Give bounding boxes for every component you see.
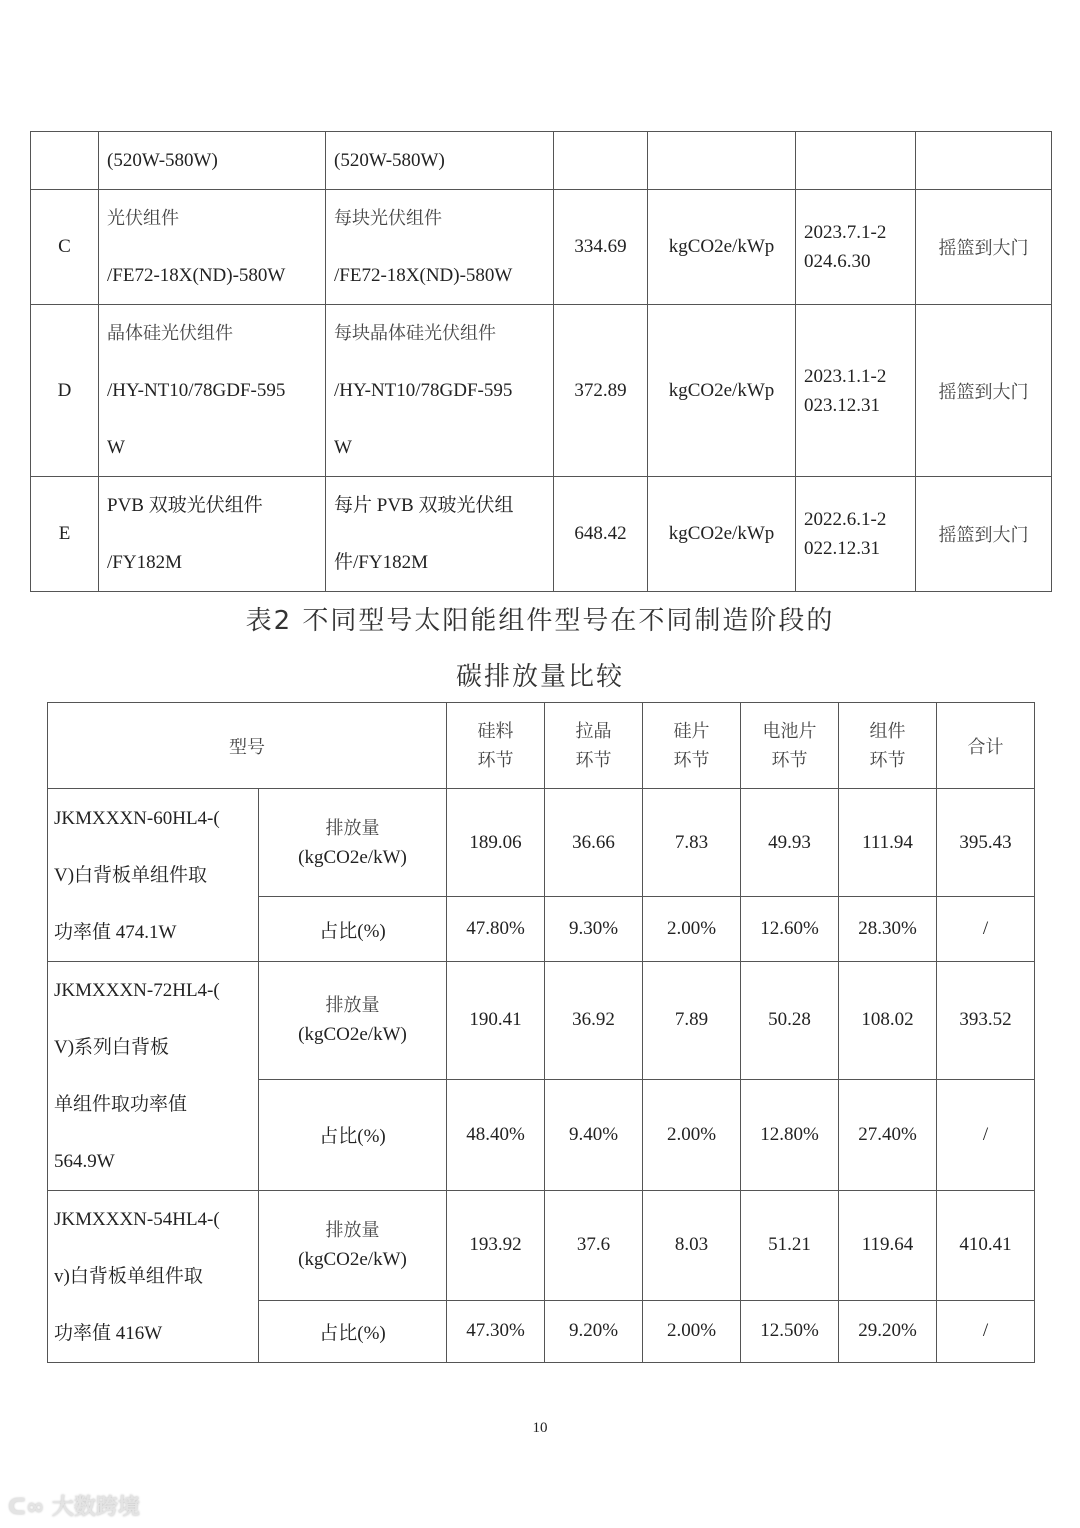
cell-share-value: 12.50% xyxy=(741,1300,839,1362)
text: 电池片 xyxy=(762,720,817,742)
text: 024.6.30 xyxy=(804,251,871,272)
cell-value: 648.42 xyxy=(554,477,648,592)
table-title-line2: 碳排放量比较 xyxy=(455,662,624,692)
cell-id: E xyxy=(31,477,99,592)
text: 022.12.31 xyxy=(804,538,880,559)
text: 环节 xyxy=(673,749,710,771)
cell-period xyxy=(796,190,916,305)
cell-id: C xyxy=(31,190,99,305)
cell-emission-value: 37.6 xyxy=(545,1191,643,1301)
cell-emission-value: 410.41 xyxy=(937,1191,1035,1301)
text: (kgCO2e/kW) xyxy=(298,846,407,868)
cell-name: (520W-580W) xyxy=(99,132,326,190)
cell-share-value: 12.80% xyxy=(741,1079,839,1190)
text: 环节 xyxy=(771,749,808,771)
cell-share-value: 12.60% xyxy=(741,897,839,962)
cell-share-value: / xyxy=(937,1079,1035,1190)
emission-row xyxy=(48,789,1035,897)
header-ingot xyxy=(545,703,643,789)
cell-share-value: 2.00% xyxy=(643,1079,741,1190)
header-model: 型号 xyxy=(48,703,447,789)
cell-emission-value: 36.66 xyxy=(545,789,643,897)
text: 硅片 xyxy=(673,720,710,742)
cell-emission-value: 36.92 xyxy=(545,962,643,1080)
cell-share-value: 29.20% xyxy=(839,1300,937,1362)
cell-model xyxy=(48,962,259,1191)
header-cell xyxy=(741,703,839,789)
text: /HY-NT10/78GDF-595 xyxy=(334,380,513,401)
cell-unit-desc xyxy=(326,190,554,305)
header-module xyxy=(839,703,937,789)
text: JKMXXXN-60HL4-( xyxy=(54,807,220,829)
text: 排放量 xyxy=(325,817,380,839)
text: /FE72-18X(ND)-580W xyxy=(107,265,286,286)
text: 功率值 416W xyxy=(54,1323,163,1344)
text: 光伏组件 xyxy=(107,208,179,229)
text: 每块晶体硅光伏组件 xyxy=(334,323,496,344)
emission-row xyxy=(48,1191,1035,1301)
text: 环节 xyxy=(477,749,514,771)
text: 单组件取功率值 xyxy=(54,1094,188,1115)
text: W xyxy=(107,437,125,458)
cell-emission-value: 49.93 xyxy=(741,789,839,897)
cell-emission-value: 190.41 xyxy=(447,962,545,1080)
cell-emission-value: 50.28 xyxy=(741,962,839,1080)
text: 每片 PVB 双玻光伏组 xyxy=(334,495,514,516)
cell-metric-share: 占比(%) xyxy=(259,1300,447,1362)
cell xyxy=(916,132,1052,190)
cell-id: D xyxy=(31,305,99,477)
cell xyxy=(554,132,648,190)
cell-share-value: 47.30% xyxy=(447,1300,545,1362)
cell-unit: kgCO2e/kWp xyxy=(648,305,796,477)
cell-share-value: 2.00% xyxy=(643,897,741,962)
emission-row xyxy=(48,962,1035,1080)
text: 排放量 xyxy=(325,1220,380,1242)
cell-emission-value: 51.21 xyxy=(741,1191,839,1301)
cell-metric-emission xyxy=(259,1191,447,1301)
text: JKMXXXN-72HL4-( xyxy=(54,980,220,1001)
cell-share-value: / xyxy=(937,897,1035,962)
cell-period xyxy=(796,477,916,592)
text: 每块光伏组件 xyxy=(334,208,442,229)
text: /FY182M xyxy=(107,552,182,573)
text: /HY-NT10/78GDF-595 xyxy=(107,380,286,401)
cell-share-value: 9.20% xyxy=(545,1300,643,1362)
text: 环节 xyxy=(869,749,906,771)
text: 排放量 xyxy=(325,995,380,1017)
cell-emission-value: 111.94 xyxy=(839,789,937,897)
text: 硅料 xyxy=(477,720,514,742)
cell xyxy=(648,132,796,190)
page-number: 10 xyxy=(532,1420,548,1436)
text: /FE72-18X(ND)-580W xyxy=(334,265,513,286)
cell-value: 334.69 xyxy=(554,190,648,305)
cell-share-value: 2.00% xyxy=(643,1300,741,1362)
text: V)白背板单组件取 xyxy=(54,864,208,886)
cell-emission-value: 395.43 xyxy=(937,789,1035,897)
text: 件/FY182M xyxy=(334,552,428,573)
cell-emission-value: 119.64 xyxy=(839,1191,937,1301)
cell-share-value: 27.40% xyxy=(839,1079,937,1190)
cell-emission-value: 189.06 xyxy=(447,789,545,897)
text: 2022.6.1-2 xyxy=(804,509,887,530)
cell-metric-emission xyxy=(259,962,447,1080)
cell-metric-share: 占比(%) xyxy=(259,897,447,962)
cell-model xyxy=(48,1191,259,1363)
table-row xyxy=(31,190,1052,305)
table-row xyxy=(31,477,1052,592)
cell-name xyxy=(99,477,326,592)
table-row xyxy=(31,132,1052,190)
text: 2023.1.1-2 xyxy=(804,365,887,387)
table-row xyxy=(31,305,1052,477)
cell-metric-share: 占比(%) xyxy=(259,1079,447,1190)
text: 023.12.31 xyxy=(804,394,880,416)
header-wafer xyxy=(643,703,741,789)
cell-unit-desc xyxy=(326,477,554,592)
cell-share-value: / xyxy=(937,1300,1035,1362)
cell-unit: kgCO2e/kWp xyxy=(648,190,796,305)
text: v)白背板单组件取 xyxy=(54,1266,203,1287)
text: 组件 xyxy=(869,720,906,742)
cell-share-value: 28.30% xyxy=(839,897,937,962)
text: JKMXXXN-54HL4-( xyxy=(54,1209,220,1230)
cell-share-value: 48.40% xyxy=(447,1079,545,1190)
cell-period xyxy=(796,305,916,477)
cell-emission-value: 7.83 xyxy=(643,789,741,897)
cell-boundary: 摇篮到大门 xyxy=(916,190,1052,305)
cell-boundary: 摇篮到大门 xyxy=(916,477,1052,592)
cell-emission-value: 108.02 xyxy=(839,962,937,1080)
cell-share-value: 9.40% xyxy=(545,1079,643,1190)
cell-unit-desc: (520W-580W) xyxy=(326,132,554,190)
cell-emission-value: 7.89 xyxy=(643,962,741,1080)
text: 2023.7.1-2 xyxy=(804,222,887,243)
text: 功率值 474.1W xyxy=(54,921,177,943)
emission-factor-table-continued xyxy=(30,131,1052,592)
table-title-line1: 表2 不同型号太阳能组件型号在不同制造阶段的 xyxy=(245,606,835,636)
text: 晶体硅光伏组件 xyxy=(107,323,233,344)
cell xyxy=(31,132,99,190)
text: 拉晶 xyxy=(575,720,612,742)
cell-emission-value: 193.92 xyxy=(447,1191,545,1301)
text: (kgCO2e/kW) xyxy=(298,1024,407,1046)
cell-name xyxy=(99,190,326,305)
cell-metric-emission xyxy=(259,789,447,897)
cell xyxy=(796,132,916,190)
header-total: 合计 xyxy=(937,703,1035,789)
text: (kgCO2e/kW) xyxy=(298,1249,407,1271)
carbon-emission-comparison-table xyxy=(47,702,1035,1363)
text: 环节 xyxy=(575,749,612,771)
cell-unit-desc xyxy=(326,305,554,477)
text: W xyxy=(334,437,352,458)
header-silicon xyxy=(447,703,545,789)
cell-value: 372.89 xyxy=(554,305,648,477)
header-row xyxy=(48,703,1035,789)
cell-name xyxy=(99,305,326,477)
cell-boundary: 摇篮到大门 xyxy=(916,305,1052,477)
cell-share-value: 47.80% xyxy=(447,897,545,962)
cell-emission-value: 8.03 xyxy=(643,1191,741,1301)
cell-model xyxy=(48,789,259,962)
text: V)系列白背板 xyxy=(54,1037,170,1058)
cell-share-value: 9.30% xyxy=(545,897,643,962)
text: PVB 双玻光伏组件 xyxy=(107,495,263,516)
cell-unit: kgCO2e/kWp xyxy=(648,477,796,592)
watermark-logo: ᑕ∞ 大数跨境 xyxy=(8,1495,140,1520)
text: 564.9W xyxy=(54,1151,115,1172)
cell-emission-value: 393.52 xyxy=(937,962,1035,1080)
